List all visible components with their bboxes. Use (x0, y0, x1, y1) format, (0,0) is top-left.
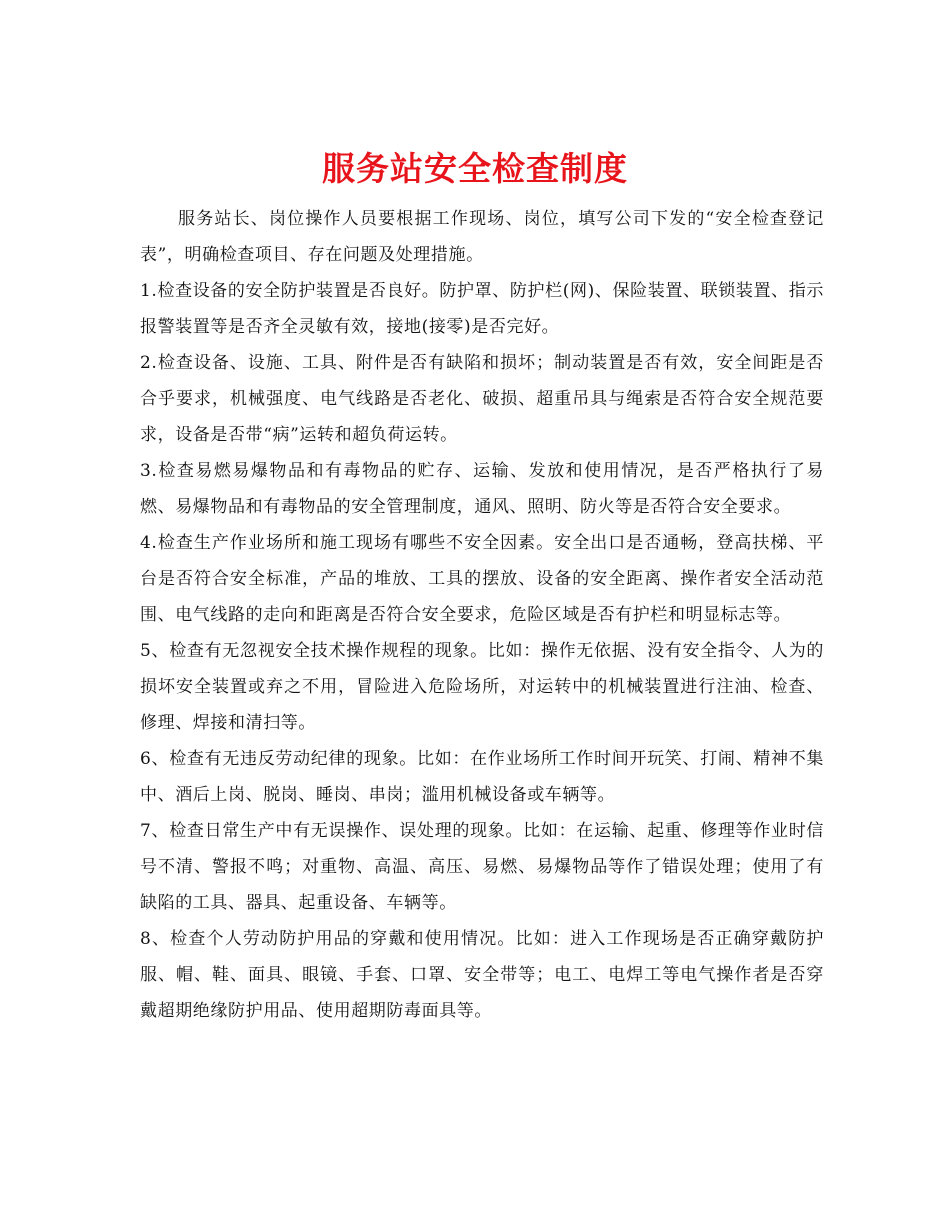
intro-paragraph: 服务站长、岗位操作人员要根据工作现场、岗位，填写公司下发的“安全检查登记表”，明确检查项目、存在问题及处理措施。 (140, 209, 824, 265)
check-item-8: 8、检查个人劳动防护用品的穿戴和使用情况。比如：进入工作现场是否正确穿戴防护服、帽、鞋、面具、眼镜、手套、口罩、安全带等；电工、电焊工等电气操作者是否穿戴超期绝缘防护用品、使用超期防毒面具等。 (140, 929, 824, 1021)
check-item-3: 3.检查易燃易爆物品和有毒物品的贮存、运输、发放和使用情况，是否严格执行了易燃、易爆物品和有毒物品的安全管理制度，通风、照明、防火等是否符合安全要求。 (140, 461, 824, 517)
document-title: 服务站安全检查制度 (322, 149, 628, 189)
check-item-2: 2.检查设备、设施、工具、附件是否有缺陷和损坏；制动装置是否有效，安全间距是否合乎要求，机械强度、电气线路是否老化、破损、超重吊具与绳索是否符合安全规范要求，设备是否带“病”运转和超负荷运转。 (140, 353, 824, 445)
check-item-6: 6、检查有无违反劳动纪律的现象。比如：在作业场所工作时间开玩笑、打闹、精神不集中、酒后上岗、脱岗、睡岗、串岗；滥用机械设备或车辆等。 (140, 749, 824, 805)
check-item-7: 7、检查日常生产中有无误操作、误处理的现象。比如：在运输、起重、修理等作业时信号不清、警报不鸣；对重物、高温、高压、易燃、易爆物品等作了错误处理；使用了有缺陷的工具、器具、起重设备、车辆等。 (140, 821, 824, 913)
check-item-5: 5、检查有无忽视安全技术操作规程的现象。比如：操作无依据、没有安全指令、人为的损坏安全装置或弃之不用，冒险进入危险场所，对运转中的机械装置进行注油、检查、修理、焊接和清扫等。 (140, 641, 824, 733)
check-item-1: 1.检查设备的安全防护装置是否良好。防护罩、防护栏(网)、保险装置、联锁装置、指示报警装置等是否齐全灵敏有效，接地(接零)是否完好。 (140, 281, 824, 337)
check-item-4: 4.检查生产作业场所和施工现场有哪些不安全因素。安全出口是否通畅，登高扶梯、平台是否符合安全标准，产品的堆放、工具的摆放、设备的安全距离、操作者安全活动范围、电气线路的走向和距离是否符合安全要求，危险区域是否有护栏和明显标志等。 (140, 533, 824, 625)
document-body (140, 201, 824, 1029)
